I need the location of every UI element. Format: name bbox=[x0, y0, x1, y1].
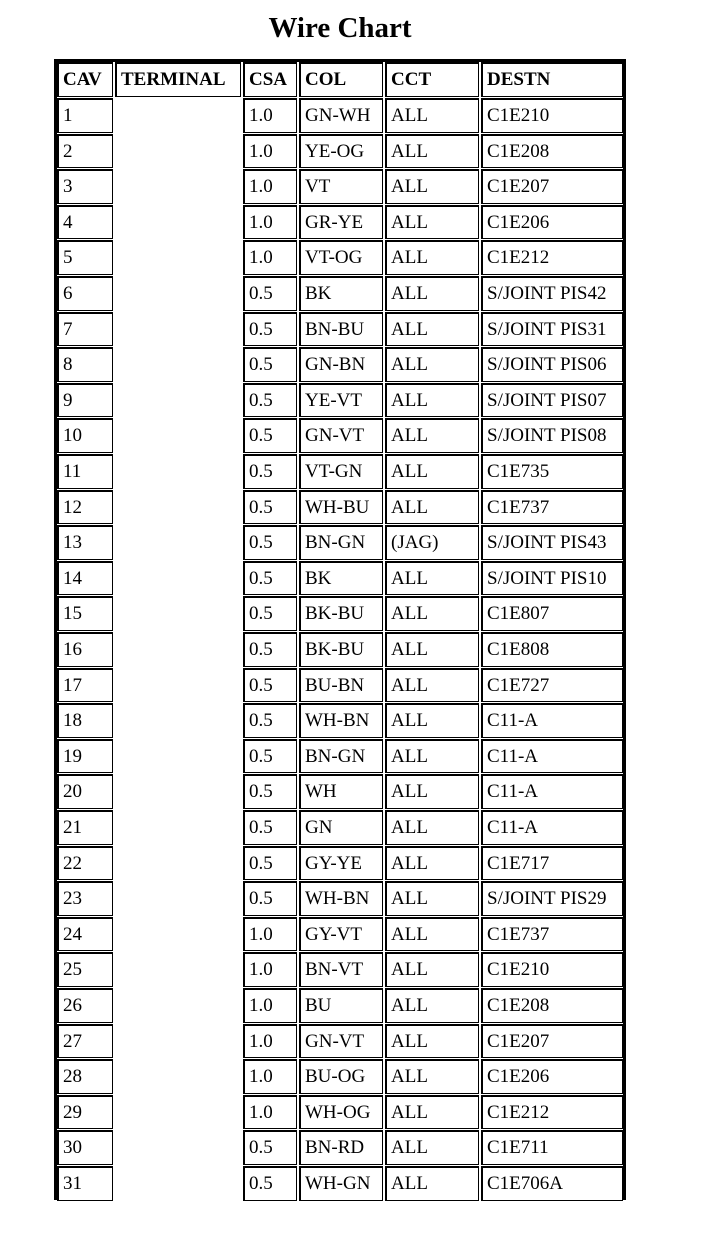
cell-col: GN-WH bbox=[299, 98, 383, 133]
cell-cct: ALL bbox=[385, 276, 479, 311]
cell-destn: C1E706A bbox=[481, 1166, 623, 1201]
cell-csa: 0.5 bbox=[243, 418, 297, 453]
cell-cct: ALL bbox=[385, 561, 479, 596]
cell-destn: C1E207 bbox=[481, 169, 623, 204]
cell-cct: ALL bbox=[385, 881, 479, 916]
cell-col: YE-VT bbox=[299, 383, 383, 418]
cell-csa: 1.0 bbox=[243, 240, 297, 275]
cell-destn: C1E717 bbox=[481, 846, 623, 881]
cell-csa: 0.5 bbox=[243, 596, 297, 631]
cell-col: GN-VT bbox=[299, 418, 383, 453]
cell-col: BN-RD bbox=[299, 1130, 383, 1165]
cell-cct: ALL bbox=[385, 1059, 479, 1094]
cell-destn: C1E807 bbox=[481, 596, 623, 631]
cell-col: WH-BU bbox=[299, 490, 383, 525]
cell-col: WH-OG bbox=[299, 1095, 383, 1130]
cell-col: BK bbox=[299, 276, 383, 311]
cell-csa: 0.5 bbox=[243, 276, 297, 311]
cell-cav: 9 bbox=[57, 383, 113, 418]
cell-cav: 22 bbox=[57, 846, 113, 881]
cell-col: GN-VT bbox=[299, 1024, 383, 1059]
cell-col: BK-BU bbox=[299, 596, 383, 631]
cell-cav: 24 bbox=[57, 917, 113, 952]
cell-csa: 0.5 bbox=[243, 490, 297, 525]
cell-cct: ALL bbox=[385, 454, 479, 489]
cell-col: GY-VT bbox=[299, 917, 383, 952]
cell-cct: ALL bbox=[385, 490, 479, 525]
cell-cct: ALL bbox=[385, 169, 479, 204]
cell-csa: 0.5 bbox=[243, 383, 297, 418]
cell-col: YE-OG bbox=[299, 134, 383, 169]
cell-destn: C11-A bbox=[481, 739, 623, 774]
cell-destn: S/JOINT PIS07 bbox=[481, 383, 623, 418]
cell-cct: ALL bbox=[385, 418, 479, 453]
cell-destn: S/JOINT PIS06 bbox=[481, 347, 623, 382]
cell-csa: 0.5 bbox=[243, 846, 297, 881]
cell-col: BN-GN bbox=[299, 739, 383, 774]
cell-destn: C1E212 bbox=[481, 240, 623, 275]
cell-cct: (JAG) bbox=[385, 525, 479, 560]
cell-cav: 21 bbox=[57, 810, 113, 845]
cell-col: VT-OG bbox=[299, 240, 383, 275]
cell-cct: ALL bbox=[385, 596, 479, 631]
cell-cct: ALL bbox=[385, 1166, 479, 1201]
cell-col: VT-GN bbox=[299, 454, 383, 489]
cell-destn: C1E727 bbox=[481, 668, 623, 703]
cell-cct: ALL bbox=[385, 205, 479, 240]
cell-destn: C1E207 bbox=[481, 1024, 623, 1059]
cell-cct: ALL bbox=[385, 134, 479, 169]
cell-destn: C1E212 bbox=[481, 1095, 623, 1130]
column-header-terminal: TERMINAL bbox=[115, 62, 241, 97]
cell-csa: 0.5 bbox=[243, 703, 297, 738]
page-title: Wire Chart bbox=[268, 12, 412, 44]
cell-csa: 0.5 bbox=[243, 1166, 297, 1201]
cell-col: BN-VT bbox=[299, 952, 383, 987]
cell-csa: 1.0 bbox=[243, 917, 297, 952]
cell-col: BN-GN bbox=[299, 525, 383, 560]
cell-col: BN-BU bbox=[299, 312, 383, 347]
cell-cct: ALL bbox=[385, 98, 479, 133]
cell-cct: ALL bbox=[385, 988, 479, 1023]
cell-cav: 18 bbox=[57, 703, 113, 738]
cell-cct: ALL bbox=[385, 846, 479, 881]
cell-col: BK bbox=[299, 561, 383, 596]
cell-destn: S/JOINT PIS43 bbox=[481, 525, 623, 560]
cell-csa: 1.0 bbox=[243, 1095, 297, 1130]
cell-col: BK-BU bbox=[299, 632, 383, 667]
cell-cav: 8 bbox=[57, 347, 113, 382]
cell-csa: 0.5 bbox=[243, 525, 297, 560]
cell-col: BU bbox=[299, 988, 383, 1023]
cell-cav: 27 bbox=[57, 1024, 113, 1059]
cell-cct: ALL bbox=[385, 240, 479, 275]
cell-cct: ALL bbox=[385, 917, 479, 952]
cell-csa: 1.0 bbox=[243, 169, 297, 204]
cell-destn: C1E210 bbox=[481, 952, 623, 987]
cell-csa: 1.0 bbox=[243, 1024, 297, 1059]
cell-cav: 13 bbox=[57, 525, 113, 560]
cell-csa: 1.0 bbox=[243, 134, 297, 169]
cell-destn: S/JOINT PIS31 bbox=[481, 312, 623, 347]
cell-cav: 15 bbox=[57, 596, 113, 631]
cell-col: WH bbox=[299, 774, 383, 809]
cell-col: GN bbox=[299, 810, 383, 845]
cell-destn: C1E808 bbox=[481, 632, 623, 667]
cell-cav: 1 bbox=[57, 98, 113, 133]
cell-cav: 25 bbox=[57, 952, 113, 987]
cell-cct: ALL bbox=[385, 312, 479, 347]
cell-cct: ALL bbox=[385, 668, 479, 703]
cell-csa: 1.0 bbox=[243, 952, 297, 987]
cell-destn: C1E711 bbox=[481, 1130, 623, 1165]
cell-csa: 0.5 bbox=[243, 347, 297, 382]
cell-destn: S/JOINT PIS29 bbox=[481, 881, 623, 916]
cell-col: GN-BN bbox=[299, 347, 383, 382]
cell-csa: 0.5 bbox=[243, 774, 297, 809]
column-header-cav: CAV bbox=[57, 62, 113, 97]
cell-col: WH-GN bbox=[299, 1166, 383, 1201]
cell-csa: 0.5 bbox=[243, 454, 297, 489]
cell-destn: C11-A bbox=[481, 774, 623, 809]
cell-col: WH-BN bbox=[299, 881, 383, 916]
cell-destn: C1E737 bbox=[481, 490, 623, 525]
cell-cct: ALL bbox=[385, 347, 479, 382]
cell-cav: 2 bbox=[57, 134, 113, 169]
cell-cav: 29 bbox=[57, 1095, 113, 1130]
cell-cct: ALL bbox=[385, 739, 479, 774]
cell-csa: 0.5 bbox=[243, 1130, 297, 1165]
cell-csa: 0.5 bbox=[243, 632, 297, 667]
cell-cav: 30 bbox=[57, 1130, 113, 1165]
cell-cav: 10 bbox=[57, 418, 113, 453]
cell-cav: 11 bbox=[57, 454, 113, 489]
cell-csa: 0.5 bbox=[243, 312, 297, 347]
cell-cav: 23 bbox=[57, 881, 113, 916]
cell-csa: 1.0 bbox=[243, 1059, 297, 1094]
column-header-cct: CCT bbox=[385, 62, 479, 97]
terminal-column-blank bbox=[115, 98, 241, 1200]
cell-csa: 0.5 bbox=[243, 561, 297, 596]
cell-cav: 28 bbox=[57, 1059, 113, 1094]
cell-cav: 17 bbox=[57, 668, 113, 703]
cell-cav: 3 bbox=[57, 169, 113, 204]
cell-destn: C11-A bbox=[481, 810, 623, 845]
cell-col: BU-BN bbox=[299, 668, 383, 703]
cell-destn: C1E206 bbox=[481, 205, 623, 240]
cell-destn: C1E208 bbox=[481, 134, 623, 169]
cell-cav: 12 bbox=[57, 490, 113, 525]
cell-csa: 1.0 bbox=[243, 98, 297, 133]
cell-cav: 16 bbox=[57, 632, 113, 667]
cell-cct: ALL bbox=[385, 952, 479, 987]
column-header-col: COL bbox=[299, 62, 383, 97]
cell-cct: ALL bbox=[385, 383, 479, 418]
cell-cav: 31 bbox=[57, 1166, 113, 1201]
cell-destn: C1E210 bbox=[481, 98, 623, 133]
cell-cav: 5 bbox=[57, 240, 113, 275]
column-header-destn: DESTN bbox=[481, 62, 623, 97]
cell-col: GR-YE bbox=[299, 205, 383, 240]
cell-cct: ALL bbox=[385, 1130, 479, 1165]
cell-csa: 0.5 bbox=[243, 739, 297, 774]
cell-destn: C1E735 bbox=[481, 454, 623, 489]
cell-col: VT bbox=[299, 169, 383, 204]
cell-destn: S/JOINT PIS10 bbox=[481, 561, 623, 596]
cell-csa: 1.0 bbox=[243, 205, 297, 240]
cell-csa: 1.0 bbox=[243, 988, 297, 1023]
cell-destn: C1E208 bbox=[481, 988, 623, 1023]
cell-cct: ALL bbox=[385, 703, 479, 738]
cell-destn: S/JOINT PIS08 bbox=[481, 418, 623, 453]
cell-col: GY-YE bbox=[299, 846, 383, 881]
cell-csa: 0.5 bbox=[243, 810, 297, 845]
cell-cav: 26 bbox=[57, 988, 113, 1023]
cell-cav: 20 bbox=[57, 774, 113, 809]
cell-cct: ALL bbox=[385, 774, 479, 809]
cell-col: BU-OG bbox=[299, 1059, 383, 1094]
cell-cav: 7 bbox=[57, 312, 113, 347]
cell-csa: 0.5 bbox=[243, 668, 297, 703]
cell-cct: ALL bbox=[385, 1024, 479, 1059]
cell-col: WH-BN bbox=[299, 703, 383, 738]
cell-cct: ALL bbox=[385, 632, 479, 667]
cell-csa: 0.5 bbox=[243, 881, 297, 916]
cell-cav: 14 bbox=[57, 561, 113, 596]
cell-cct: ALL bbox=[385, 810, 479, 845]
cell-cav: 4 bbox=[57, 205, 113, 240]
cell-cav: 6 bbox=[57, 276, 113, 311]
cell-destn: C1E737 bbox=[481, 917, 623, 952]
column-header-csa: CSA bbox=[243, 62, 297, 97]
cell-cct: ALL bbox=[385, 1095, 479, 1130]
cell-destn: S/JOINT PIS42 bbox=[481, 276, 623, 311]
cell-cav: 19 bbox=[57, 739, 113, 774]
wire-chart-table bbox=[54, 59, 626, 1200]
cell-destn: C1E206 bbox=[481, 1059, 623, 1094]
cell-destn: C11-A bbox=[481, 703, 623, 738]
